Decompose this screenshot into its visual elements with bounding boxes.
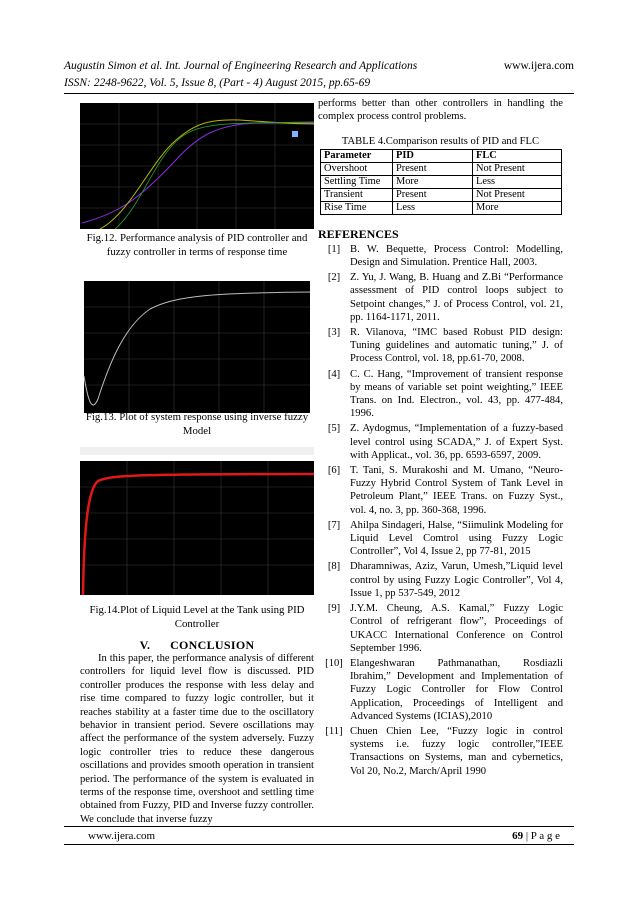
figure-14-caption: Fig.14.Plot of Liquid Level at the Tank using PID Controller [89,604,305,630]
table-cell: Not Present [473,188,562,201]
footer-website: www.ijera.com [88,830,156,842]
reference-number: [8] [327,561,341,573]
table-row [321,201,562,214]
footer-page-info [512,828,560,845]
reference-item [318,560,563,600]
reference-text: Ahilpa Sindageri, Halse, “Siimulink Modeling for Liquid Level Comtrol using Fuzzy Logic Controller”, Vol 4, Issue 2, pp 77-81, 2015 [350,519,563,558]
reference-text: B. W. Bequette, Process Control: Modelling, Design and Simulation. Prentice Hall, 2003. [350,243,563,269]
reference-text: R. Vilanova, “IMC based Robust PID design: Tuning guidelines and automatic tuning,” J. of Process Control, vol. 18, pp.61-70, 2008. [350,327,563,365]
reference-number: [7] [327,519,341,531]
figure-12 [80,103,314,229]
figure-14 [80,447,314,597]
conclusion-heading: V. CONCLUSION [139,638,255,652]
running-header [64,58,574,92]
right-column [318,97,563,780]
reference-text: Chuen Chien Lee, “Fuzzy logic in control systems i.e. fuzzy logic controller,”IEEE Transactions on Systems, man and cybernetics, Vol 20, No.2, March/April 1990 [350,725,563,777]
conclusion-paragraph: In this paper, the performance analysis of different controllers for liquid level flow is discussed. PID controller produces the response with less delay and rise time compared to fuzzy logic controller, but it reaches stability at a faster time due to the oscillatory behavior in transient period. Severe oscillations may affect the performance of the system adversely. Fuzzy logic controller tries to reduce these dangerous oscillations and provides smooth operation in transient period. The performance of the system is evaluated in terms of the response time, overshoot and settling time obtained from Fuzzy, PID and Inverse fuzzy controller. We conclude that inverse fuzzy [80,653,314,825]
fig13-background [84,281,310,413]
table-cell: Present [393,188,473,201]
table-header-cell: PID [393,149,473,162]
reference-text: Z. Aydogmus, “Implementation of a fuzzy-based level control using SCADA,” J. of Expert Syst. with Applicat., vol. 36, pp. 6593-6597, 2009. [350,423,563,461]
table-row [321,162,562,175]
table-cell: More [393,175,473,188]
reference-item [318,464,563,517]
reference-item [318,243,563,269]
right-intro-text: performs better than other controllers in handling the complex process control problems. [318,98,563,123]
reference-number: [6] [327,465,341,477]
table-cell: Not Present [473,162,562,175]
table-header-cell: Parameter [321,149,393,162]
reference-number: [5] [327,423,341,435]
reference-item [318,271,563,324]
reference-text: J.Y.M. Cheung, A.S. Kamal,” Fuzzy Logic Control of refrigerant flow”, Proceedings of UKACC International Conference on Control September 1996. [350,603,563,654]
table-cell: Rise Time [321,201,393,214]
table-row [321,188,562,201]
figure-14-plot [80,447,314,597]
reference-text: C. C. Hang, “Improvement of transient response by means of variable set point weighting,” IEEE Trans. on Ind. Electron., vol. 43, pp. 477-484, 1996. [350,368,563,420]
fig14-toolbar [80,447,314,455]
reference-text: Z. Yu, J. Wang, B. Huang and Z.Bi “Performance assessment of PID control loops subject to Setpoint changes,” J. of Process Control, vol. 21, pp. 1164-1171, 2011. [350,272,563,323]
reference-number: [11] [325,725,343,737]
reference-item [318,657,563,723]
table-cell: Less [393,201,473,214]
reference-number: [9] [327,603,341,615]
reference-number: [4] [327,368,341,380]
figure-13 [80,271,314,423]
table-cell: Overshoot [321,162,393,175]
table-header-cell: FLC [473,149,562,162]
table-cell: More [473,201,562,214]
table-caption: TABLE 4.Comparison results of PID and FLC [341,135,540,147]
reference-item [318,368,563,421]
fig14-background [80,461,314,595]
figure-13-caption: Fig.13. Plot of system response using inverse fuzzy Model [85,411,309,437]
figure-12-plot [80,103,314,229]
comparison-table [320,149,562,215]
reference-number: [2] [327,272,341,284]
header-issn-line: ISSN: 2248-9622, Vol. 5, Issue 8, (Part - 4) August 2015, pp.65-69 [64,77,371,89]
table-row [321,175,562,188]
page-footer [64,826,574,845]
table-cell: Less [473,175,562,188]
header-journal-line: Augustin Simon et al. Int. Journal of Engineering Research and Applications [64,60,418,72]
reference-item [318,422,563,462]
fig12-legend-marker [292,131,298,137]
figure-13-plot [80,271,314,423]
reference-text: Dharamniwas, Aziz, Varun, Umesh,”Liquid level control by using Fuzzy Logic Controller”, Vol 4, Issue 1, pp 537-549, 2012 [350,561,563,599]
table-cell: Present [393,162,473,175]
reference-item [318,725,563,778]
page-label: | P a g e [523,830,560,842]
table-header-row [321,149,562,162]
reference-number: [10] [325,657,343,669]
page-number: 69 [512,830,524,842]
references-heading: REFERENCES [318,226,399,241]
header-website: www.ijera.com [503,60,574,72]
reference-number: [1] [327,243,341,255]
figure-12-caption: Fig.12. Performance analysis of PID controller and fuzzy controller in terms of response time [86,232,308,258]
reference-item [318,519,563,559]
header-rule [64,93,574,94]
reference-text: T. Tani, S. Murakoshi and M. Umano, “Neuro-Fuzzy Hybrid Control System of Tank Level in Petroleum Plant,” IEEE Trans. on Fuzzy Syst., vol. 4, no. 3, pp. 360-368, 1996. [350,465,563,516]
reference-number: [3] [327,327,341,339]
reference-item [318,602,563,655]
conclusion-text [80,652,314,826]
table-cell: Settling Time [321,175,393,188]
table-cell: Transient [321,188,393,201]
reference-item [318,326,563,366]
references-list [318,243,563,778]
reference-text: Elangeshwaran Pathmanathan, Rosdiazli Ibrahim,” Development and Implementation of Fuzzy Logic Controller for Flow Control Application, Proceedings of Intelligent and Advanced Systems (ICIAS),2010 [350,657,563,722]
